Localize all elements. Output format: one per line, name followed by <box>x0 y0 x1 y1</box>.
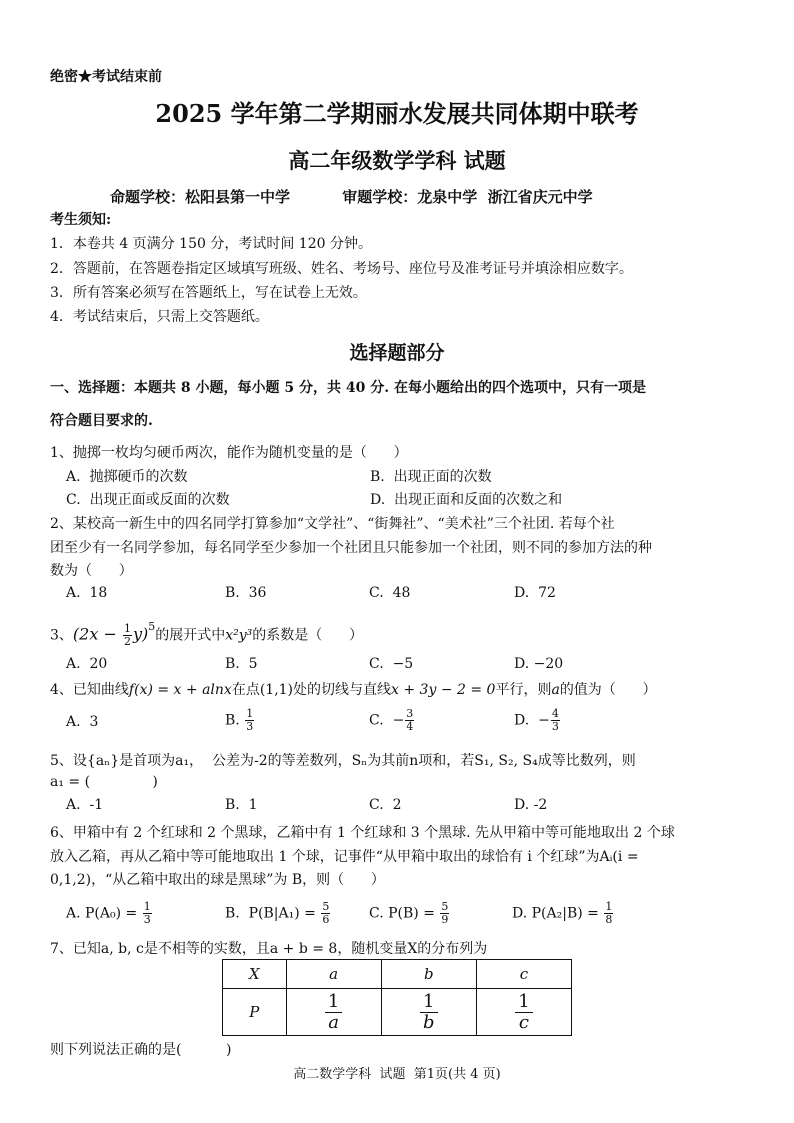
fraction-denominator: 3 <box>551 720 559 733</box>
q4-curve: f(x) = x + alnx <box>128 682 232 698</box>
q4-prefix: 4、已知曲线 <box>50 682 129 698</box>
fraction-denominator: 3 <box>246 720 254 733</box>
question-5-stem: 5、设{aₙ}是首项为a₁， 公差为-2的等差数列，Sₙ为其前n项和，若S₁, S₂, S₄成等比数列，则 <box>50 753 636 769</box>
q2-option-a: A. 18 <box>66 585 108 601</box>
q1-option-b: B. 出现正面的次数 <box>370 469 492 485</box>
q6-option-d-label: D. P(A₂|B) = <box>512 905 604 922</box>
probability-fraction <box>325 992 342 1033</box>
question-2-stem: 2、某校高一新生中的四名同学打算参加“文学社”、“街舞社”、“美术社”三个社团. 若每个社 <box>50 516 615 532</box>
question-2-stem-cont: 团至少有一名同学参加，每名同学至少参加一个社团且只能参加一个社团，则不同的参加方法的种 <box>50 540 652 556</box>
q3-expression: (2x − <box>72 624 122 644</box>
question-1-stem: 1、抛掷一枚均匀硬币两次，能作为随机变量的是（ ） <box>50 445 408 461</box>
q3-option-c: C. −5 <box>369 656 414 672</box>
fraction-denominator: c <box>518 1011 530 1033</box>
fraction-numerator: 4 <box>551 707 559 720</box>
q6-option-a <box>66 901 153 926</box>
q5-option-c: C. 2 <box>369 797 402 813</box>
question-6-stem-cont: 放入乙箱，再从乙箱中等可能地取出 1 个球，记事件“从甲箱中取出的球恰有 i 个红球”为Aᵢ(i = <box>50 849 639 865</box>
q3-fraction <box>123 623 132 648</box>
q5-option-d: D. -2 <box>514 797 548 813</box>
question-5-stem-cont: a₁ = ( ) <box>50 774 158 790</box>
question-6-stem: 6、甲箱中有 2 个红球和 2 个黑球，乙箱中有 1 个红球和 3 个黑球. 先从甲箱中等可能地取出 2 个球 <box>50 825 675 841</box>
q3-fraction-numerator: 1 <box>123 622 131 636</box>
exam-title: 2025 学年第二学期丽水发展共同体期中联考 <box>155 99 639 128</box>
q3-fraction-denominator: 2 <box>123 635 131 649</box>
confidential-label: 绝密★考试结束前 <box>50 69 162 85</box>
fraction-denominator: 4 <box>406 720 414 733</box>
table-cell <box>381 989 476 1036</box>
q4-option-c <box>369 708 415 733</box>
q4-option-b-fraction <box>245 708 254 733</box>
q4-option-a: A. 3 <box>66 714 99 730</box>
q1-option-a: A. 抛掷硬币的次数 <box>66 469 188 485</box>
notice-item: 3．所有答案必须写在答题纸上，写在试卷上无效。 <box>50 285 367 301</box>
q3-option-b: B. 5 <box>225 656 258 672</box>
question-7-prompt: 则下列说法正确的是( ) <box>50 1042 232 1058</box>
fraction-numerator: 1 <box>143 900 151 913</box>
table-header-cell: c <box>476 960 571 989</box>
q4-mid1: 在点 <box>231 682 260 698</box>
fraction-numerator: 5 <box>322 900 330 913</box>
fraction-numerator: 1 <box>420 992 438 1013</box>
table-cell <box>476 989 571 1036</box>
notice-item: 1．本卷共 4 页满分 150 分，考试时间 120 分钟。 <box>50 236 372 252</box>
schools-line: 命题学校：松阳县第一中学 审题学校：龙泉中学 浙江省庆元中学 <box>110 188 593 206</box>
notice-heading: 考生须知: <box>50 212 112 228</box>
q6-option-b <box>225 901 331 926</box>
q3-power: 5 <box>148 620 156 633</box>
table-header-cell: X <box>223 960 287 989</box>
q4-option-b-label: B. <box>225 712 240 729</box>
q3-mid-text: 的展开式中 <box>155 627 226 644</box>
q2-option-d: D. 72 <box>514 585 556 601</box>
q4-option-b <box>225 708 255 733</box>
q6-option-b-fraction <box>321 901 330 926</box>
q3-term: x²y³ <box>225 627 253 644</box>
notice-item: 2．答题前，在答题卷指定区域填写班级、姓名、考场号、座位号及准考证号并填涂相应数字。 <box>50 261 633 277</box>
q6-option-c-label: C. P(B) = <box>369 905 440 922</box>
q6-option-c-fraction <box>440 901 449 926</box>
q5-option-a: A. -1 <box>66 797 104 813</box>
q3-suffix: 的系数是（ ） <box>252 627 363 644</box>
q6-option-b-label: B. P(B|A₁) = <box>225 905 321 922</box>
q3-option-a: A. 20 <box>66 656 108 672</box>
probability-fraction <box>515 992 532 1033</box>
q2-option-b: B. 36 <box>225 585 267 601</box>
table-cell <box>286 989 381 1036</box>
q4-line: x + 3y − 2 = 0 <box>391 682 496 698</box>
fraction-numerator: 1 <box>605 900 613 913</box>
notice-item: 4．考试结束后，只需上交答题纸。 <box>50 309 269 325</box>
q1-option-c: C. 出现正面或反面的次数 <box>66 492 230 508</box>
section-intro: 一、选择题：本题共 8 小题，每小题 5 分，共 40 分. 在每小题给出的四个选项中，只有一项是 <box>50 380 646 396</box>
distribution-table <box>222 959 572 1036</box>
fraction-numerator: 1 <box>325 992 342 1013</box>
q6-option-a-label: A. P(A₀) = <box>66 905 142 922</box>
q3-expression-end: y) <box>132 624 149 644</box>
q4-option-c-fraction <box>405 708 414 733</box>
q3-prefix: 3、 <box>50 627 73 644</box>
exam-subtitle: 高二年级数学学科 试题 <box>288 148 506 173</box>
fraction-numerator: 1 <box>246 707 254 720</box>
q4-mid2: 处的切线与直线 <box>293 682 392 698</box>
distribution-probability-row <box>223 989 572 1036</box>
question-6-stem-end: 0,1,2)，“从乙箱中取出的球是黑球”为 B，则（ ） <box>50 872 385 888</box>
q6-option-c <box>369 901 450 926</box>
table-header-cell: b <box>381 960 476 989</box>
question-2-stem-end: 数为（ ） <box>50 563 133 579</box>
q6-option-a-fraction <box>143 901 152 926</box>
table-header-cell: a <box>286 960 381 989</box>
q2-option-c: C. 48 <box>369 585 411 601</box>
q4-option-d-fraction <box>551 708 560 733</box>
q4-suffix: 的值为（ ） <box>559 682 657 698</box>
q4-mid3: 平行，则 <box>495 682 552 698</box>
q6-option-d <box>512 901 614 926</box>
fraction-denominator: a <box>328 1011 339 1033</box>
q1-option-d: D. 出现正面和反面的次数之和 <box>370 492 563 508</box>
question-3-stem <box>50 618 363 649</box>
q4-var: a <box>551 682 560 698</box>
table-row-label: P <box>223 989 287 1036</box>
q4-option-d <box>514 708 561 733</box>
page-footer: 高二数学学科 试题 第1页(共 4 页) <box>293 1067 501 1082</box>
fraction-denominator: b <box>423 1011 435 1033</box>
question-4-stem <box>50 679 657 699</box>
q5-option-b: B. 1 <box>225 797 258 813</box>
distribution-header-row <box>223 960 572 989</box>
question-7-stem: 7、已知a, b, c是不相等的实数，且a + b = 8，随机变量X的分布列为 <box>50 941 488 957</box>
fraction-numerator: 1 <box>515 992 532 1013</box>
fraction-denominator: 8 <box>605 913 613 926</box>
fraction-denominator: 3 <box>143 913 151 926</box>
q4-option-d-label: D. − <box>514 712 550 729</box>
section-title: 选择题部分 <box>349 342 445 364</box>
fraction-denominator: 9 <box>441 913 449 926</box>
q4-point: (1,1) <box>259 682 294 698</box>
fraction-numerator: 3 <box>406 707 414 720</box>
fraction-numerator: 5 <box>441 900 449 913</box>
section-intro-cont: 符合题目要求的. <box>50 413 153 429</box>
probability-fraction <box>420 992 438 1033</box>
q3-option-d: D. −20 <box>514 656 564 672</box>
q4-option-c-label: C. − <box>369 712 405 729</box>
q6-option-d-fraction <box>604 901 613 926</box>
fraction-denominator: 6 <box>322 913 330 926</box>
